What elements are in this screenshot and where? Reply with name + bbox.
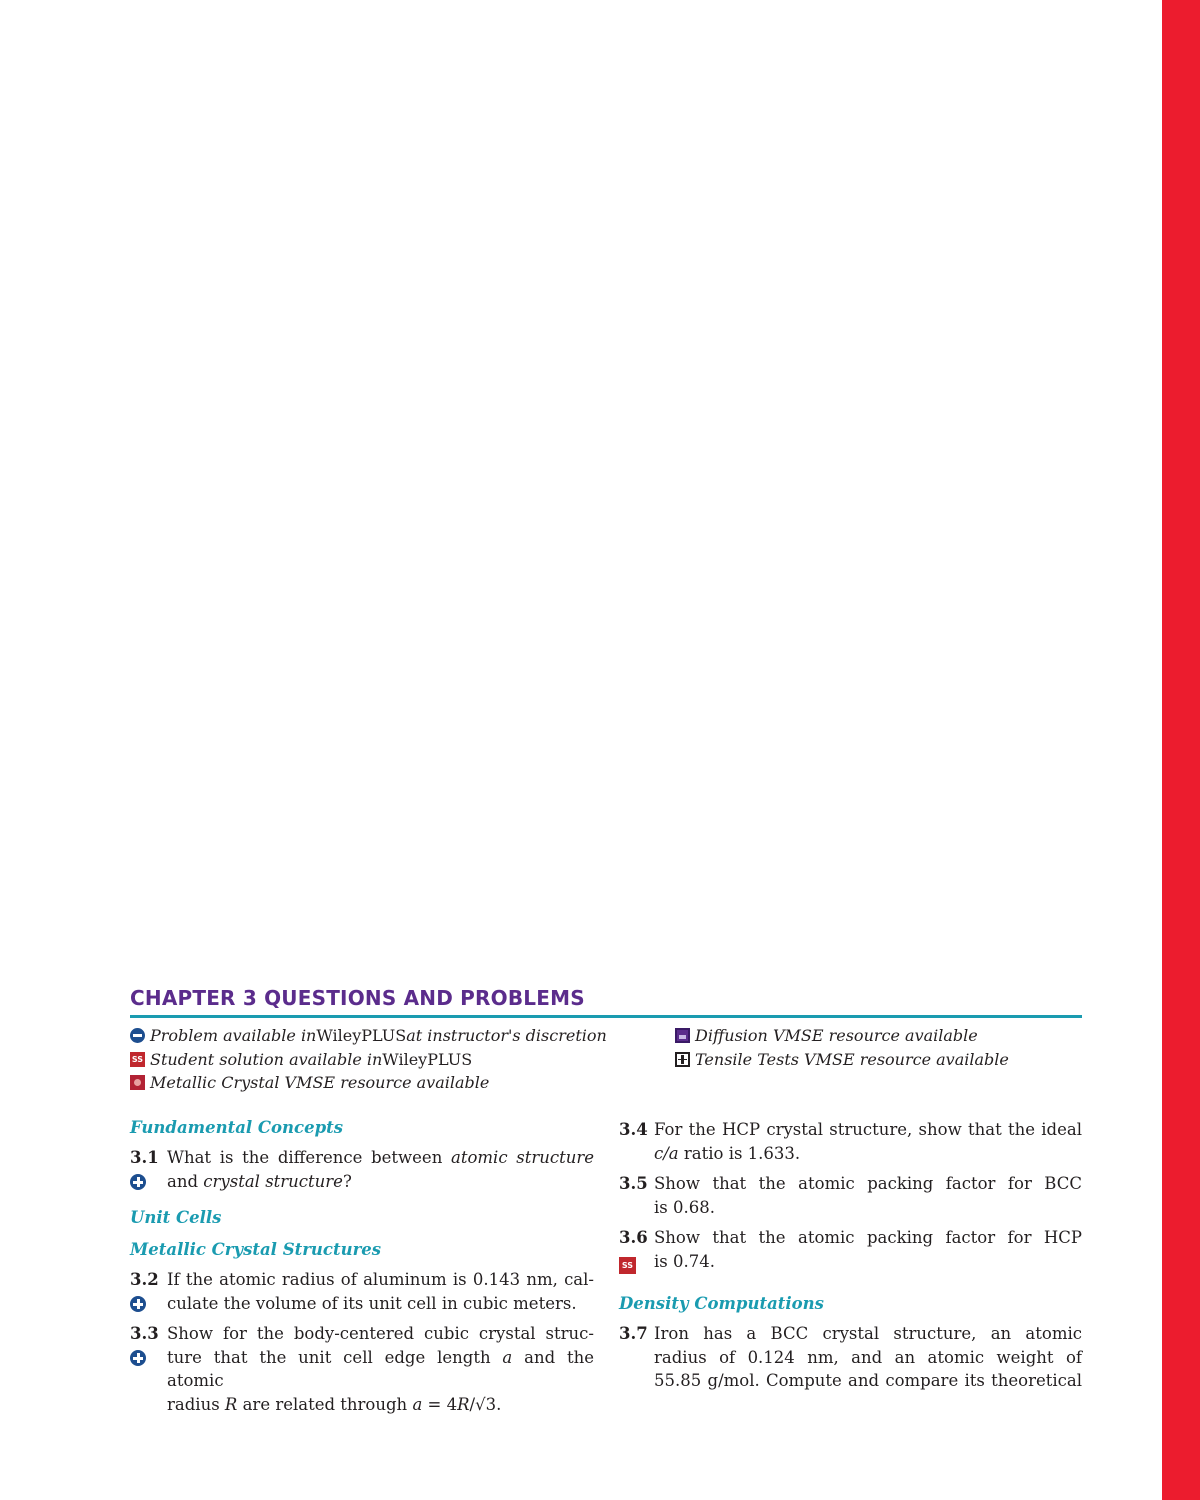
problem-number: 3.1 bbox=[130, 1148, 159, 1167]
problem-number: 3.7 bbox=[619, 1324, 648, 1343]
problem-number: 3.3 bbox=[130, 1324, 159, 1343]
section-density-computations: Density Computations bbox=[619, 1294, 824, 1313]
student-solution-icon: SS bbox=[619, 1257, 636, 1274]
plus-icon bbox=[130, 1350, 146, 1366]
section-metallic-crystal-structures: Metallic Crystal Structures bbox=[130, 1240, 382, 1259]
problem-3-1: 3.1 What is the difference between atomic structure and crystal structure? bbox=[130, 1148, 594, 1191]
problem-3-3: 3.3 Show for the body-centered cubic crystal struc- ture that the unit cell edge length a and the atomic radius R are related through a = 4R/√3. bbox=[130, 1324, 594, 1414]
legend-right bbox=[675, 1024, 1009, 1071]
student-solution-icon: SS bbox=[130, 1052, 145, 1067]
section-fundamental-concepts: Fundamental Concepts bbox=[130, 1118, 344, 1137]
page-edge-color-bar bbox=[1162, 0, 1200, 1500]
legend-item-student-solution: SS Student solution available in WileyPLUS bbox=[131, 1049, 473, 1069]
legend-item-problem-available: Problem available in WileyPLUS at instructor's discretion bbox=[130, 1024, 607, 1048]
chapter-title: CHAPTER 3 QUESTIONS AND PROBLEMS bbox=[130, 986, 585, 1010]
problem-3-4: 3.4 For the HCP crystal structure, show that the ideal c/a ratio is 1.633. bbox=[619, 1120, 1082, 1163]
problem-number: 3.5 bbox=[619, 1174, 648, 1193]
plus-icon bbox=[130, 1174, 146, 1190]
problem-3-2: 3.2 If the atomic radius of aluminum is 0.143 nm, cal- culate the volume of its unit cell in cubic meters. bbox=[130, 1270, 594, 1313]
problem-3-5: 3.5 Show that the atomic packing factor for BCC is 0.68. bbox=[619, 1174, 1082, 1217]
section-unit-cells: Unit Cells bbox=[130, 1208, 222, 1227]
problem-3-7: 3.7 Iron has a BCC crystal structure, an atomic radius of 0.124 nm, and an atomic weight of 55.85 g/mol. Compute and compare its theoretical bbox=[619, 1324, 1082, 1390]
problem-available-icon bbox=[130, 1028, 145, 1043]
plus-icon bbox=[130, 1296, 146, 1312]
metallic-crystal-icon bbox=[130, 1075, 145, 1090]
problem-number: 3.6 bbox=[619, 1228, 648, 1247]
diffusion-icon bbox=[675, 1028, 690, 1043]
problem-3-6: 3.6 SS Show that the atomic packing factor for HCP is 0.74. bbox=[619, 1226, 1082, 1274]
legend-item-tensile-tests: Tensile Tests VMSE resource available bbox=[675, 1048, 1009, 1072]
problem-number: 3.4 bbox=[619, 1120, 648, 1139]
tensile-tests-icon bbox=[675, 1052, 690, 1067]
title-rule bbox=[130, 1015, 1082, 1018]
legend-item-metallic-crystal: Metallic Crystal VMSE resource available bbox=[130, 1071, 607, 1095]
legend-item-diffusion: Diffusion VMSE resource available bbox=[675, 1024, 1009, 1048]
problem-number: 3.2 bbox=[130, 1270, 159, 1289]
legend-left bbox=[130, 1024, 607, 1095]
